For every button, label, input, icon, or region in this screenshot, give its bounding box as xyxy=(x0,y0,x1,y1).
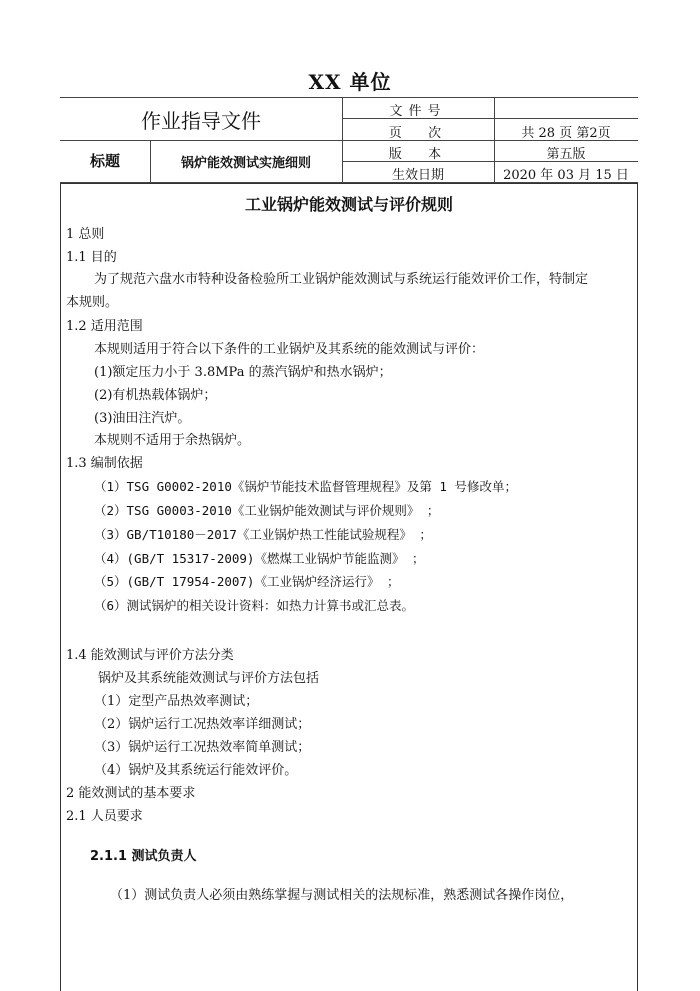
list-item: （5）(GB/T 17954-2007)《工业锅炉经济运行》 ； xyxy=(94,574,400,589)
section-2-heading: 2 能效测试的基本要求 xyxy=(66,786,196,801)
field-value-effective-date: 2020 年 03 月 15 日 xyxy=(503,168,629,183)
section-1-3-heading: 1.3 编制依据 xyxy=(66,456,143,471)
section-2-1-1-heading: 2.1.1 测试负责人 xyxy=(90,849,197,864)
field-label-effective-date: 生效日期 xyxy=(391,168,444,183)
title-label: 标题 xyxy=(89,152,120,170)
field-value-page: 共 28 页 第2页 xyxy=(521,126,611,141)
section-1-2-heading: 1.2 适用范围 xyxy=(66,319,143,334)
list-item: （1）TSG G0002-2010《锅炉节能技术监督管理规程》及第 1 号修改单； xyxy=(94,479,517,494)
document-heading: 工业锅炉能效测试与评价规则 xyxy=(244,195,453,214)
header-grid xyxy=(60,97,638,182)
list-item: (2)有机热载体锅炉； xyxy=(94,388,217,403)
list-item: （6）测试锅炉的相关设计资料：如热力计算书或汇总表。 xyxy=(94,598,415,613)
list-item: （2）TSG G0003-2010《工业锅炉能效测试与评价规则》 ； xyxy=(94,503,440,518)
list-item: (1)额定压力小于 3.8MPa 的蒸汽锅炉和热水锅炉； xyxy=(94,365,392,380)
field-value-version: 第五版 xyxy=(546,147,586,162)
field-label-doc-number: 文件号 xyxy=(389,104,447,119)
section-1-heading: 1 总则 xyxy=(66,227,105,242)
list-item: （4）锅炉及其系统运行能效评价。 xyxy=(94,763,298,778)
paragraph-line: 为了规范六盘水市特种设备检验所工业锅炉能效测试与系统运行能效评价工作，特制定 xyxy=(94,272,589,287)
section-1-4-heading: 1.4 能效测试与评价方法分类 xyxy=(66,648,234,663)
unit-title: XX 单位 xyxy=(308,70,392,94)
paragraph-line: 本规则不适用于余热锅炉。 xyxy=(94,433,251,448)
paragraph-line: （1）测试负责人必须由熟练掌握与测试相关的法规标准，熟悉测试各操作岗位， xyxy=(110,888,574,903)
list-item: (3)油田注汽炉。 xyxy=(94,411,191,426)
doc-name: 作业指导文件 xyxy=(141,109,261,133)
list-item: （2）锅炉运行工况热效率详细测试； xyxy=(94,717,311,732)
field-label-page: 页 次 xyxy=(388,126,448,141)
paragraph-line: 锅炉及其系统能效测试与评价方法包括 xyxy=(98,671,320,686)
section-1-1-heading: 1.1 目的 xyxy=(66,250,117,265)
list-item: （3）GB/T10180－2017《工业锅炉热工性能试验规程》 ； xyxy=(94,527,432,542)
list-item: （1）定型产品热效率测试； xyxy=(94,694,259,709)
list-item: （3）锅炉运行工况热效率简单测试； xyxy=(94,740,311,755)
section-2-1-heading: 2.1 人员要求 xyxy=(66,809,143,824)
paragraph-line: 本规则。 xyxy=(66,295,119,310)
list-item: （4）(GB/T 15317-2009)《燃煤工业锅炉节能监测》 ； xyxy=(94,551,425,566)
field-label-version: 版 本 xyxy=(388,147,448,162)
title-value: 锅炉能效测试实施细则 xyxy=(180,156,311,171)
paragraph-line: 本规则适用于符合以下条件的工业锅炉及其系统的能效测试与评价： xyxy=(94,342,485,357)
